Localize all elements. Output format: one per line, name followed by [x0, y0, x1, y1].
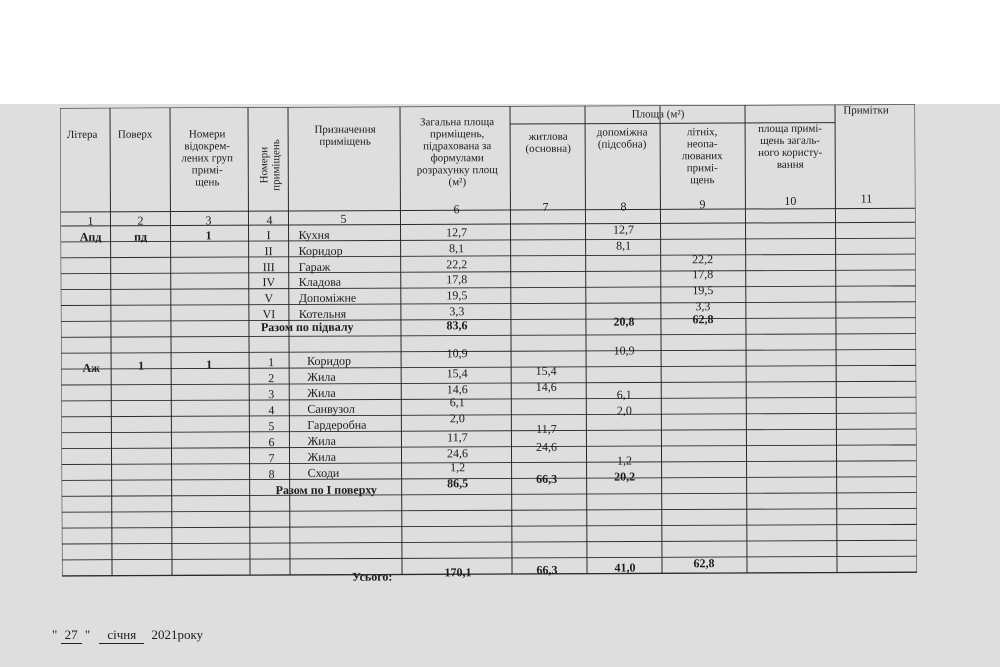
room-summer: 19,5 — [692, 283, 714, 298]
grid-line — [61, 270, 916, 274]
room-name: Коридор — [307, 353, 352, 368]
grid-line — [61, 365, 916, 369]
grid-line — [60, 208, 915, 212]
grid-line — [745, 105, 747, 573]
room-total: 15,4 — [446, 366, 468, 381]
header-living: житлова (основна) — [525, 130, 571, 155]
floor1-litera: Аж — [82, 360, 100, 375]
room-number: V — [264, 291, 274, 306]
grid-line — [585, 106, 587, 574]
grid-line — [835, 105, 837, 573]
room-total: 6,1 — [449, 395, 465, 410]
header-floor: Поверх — [117, 128, 153, 141]
grid-line — [170, 108, 172, 576]
grand-summer: 62,8 — [693, 556, 715, 571]
grid-line — [61, 381, 916, 385]
room-living: 24,6 — [535, 439, 558, 454]
room-name: Коридор — [298, 243, 343, 258]
room-number: 3 — [268, 387, 275, 402]
room-name: Жила — [307, 449, 337, 464]
colnum: 7 — [542, 199, 549, 214]
grid-line — [61, 286, 916, 290]
date-day: 27 — [61, 627, 82, 644]
room-total: 1,2 — [450, 460, 466, 475]
grid-line — [61, 429, 916, 433]
room-name: Жила — [307, 433, 336, 448]
basement-floor: пд — [134, 229, 148, 244]
grid-line — [110, 108, 112, 576]
room-number: III — [262, 260, 275, 275]
grid-line — [62, 477, 917, 481]
grid-line — [61, 349, 916, 353]
room-aux: 6,1 — [616, 387, 632, 402]
floor1-subtotal-label: Разом по І поверху — [275, 482, 377, 498]
colnum: 11 — [860, 191, 873, 206]
date-month: січня — [99, 627, 144, 644]
grid-line — [62, 524, 917, 528]
room-number: VI — [262, 307, 276, 322]
grand-total: 170,1 — [444, 565, 472, 580]
grid-line — [61, 238, 916, 242]
grid-line — [61, 318, 916, 322]
grid-line — [660, 105, 662, 573]
room-name: Кладова — [298, 274, 342, 289]
floor1-subtotal-total: 86,5 — [447, 476, 469, 491]
room-total: 10,9 — [446, 346, 468, 361]
basement-group: 1 — [205, 228, 212, 243]
room-summer: 22,2 — [692, 252, 714, 267]
room-total: 19,5 — [446, 288, 468, 303]
grid-line — [62, 461, 917, 465]
floor1-floor: 1 — [138, 358, 145, 373]
room-aux: 2,0 — [616, 403, 632, 418]
header-litera: Літера — [66, 128, 98, 141]
floor1-subtotal-aux: 20,2 — [614, 469, 636, 484]
room-total: 14,6 — [446, 382, 468, 397]
room-total: 8,1 — [449, 241, 465, 256]
room-number: 5 — [268, 419, 275, 434]
grid-line — [61, 397, 916, 401]
basement-subtotal-aux: 20,8 — [613, 314, 635, 329]
grid-line — [510, 106, 512, 574]
room-number: II — [264, 244, 273, 259]
grand-total-label: Усього: — [352, 569, 393, 584]
room-name: Жила — [307, 385, 336, 400]
basement-litera: Апд — [79, 229, 102, 244]
room-total: 3,3 — [449, 304, 465, 319]
grid-line — [62, 556, 917, 560]
grid-line — [62, 508, 917, 512]
room-summer: 17,8 — [692, 267, 714, 282]
colnum: 6 — [453, 202, 460, 217]
room-number: 8 — [268, 467, 275, 482]
basement-subtotal-total: 83,6 — [446, 318, 468, 333]
room-name: Гардеробна — [307, 417, 367, 432]
room-total: 12,7 — [446, 225, 468, 240]
room-name: Сходи — [307, 465, 340, 480]
grid-line — [400, 107, 402, 575]
room-number: 2 — [268, 371, 275, 386]
room-total: 22,2 — [446, 257, 468, 272]
room-name: Допоміжне — [298, 290, 357, 305]
room-number: 6 — [268, 435, 275, 450]
room-total: 11,7 — [447, 430, 468, 445]
header-area: Площа (м²) — [631, 108, 685, 121]
room-number: 1 — [268, 355, 275, 370]
grid-line — [62, 493, 917, 497]
room-name: Санвузол — [307, 401, 355, 416]
grid-line — [62, 540, 917, 544]
colnum: 5 — [340, 211, 347, 226]
room-number: IV — [262, 275, 276, 290]
grid-line — [61, 445, 916, 449]
room-summer: 3,3 — [695, 299, 711, 314]
room-name: Жила — [307, 369, 336, 384]
header-auxiliary: допоміжна (підсобна) — [596, 126, 648, 151]
room-number: 7 — [268, 451, 275, 466]
room-aux: 1,2 — [617, 453, 633, 468]
header-common: площа примі- щень загаль- ного користу- вання — [758, 122, 823, 171]
colnum: 10 — [784, 193, 797, 208]
grid-line — [61, 222, 916, 226]
room-aux: 12,7 — [613, 222, 635, 237]
colnum: 2 — [137, 213, 144, 228]
room-living: 11,7 — [536, 421, 557, 436]
header-groups: Номери відокрем- лених груп примі- щень — [181, 128, 234, 189]
floor1-subtotal-living: 66,3 — [536, 471, 558, 486]
header-purpose: Призначення приміщень — [314, 123, 376, 148]
room-total: 24,6 — [446, 446, 469, 461]
room-number: 4 — [268, 403, 275, 418]
date-quote-open: " — [52, 627, 58, 642]
grid-line — [61, 334, 916, 338]
room-living: 14,6 — [535, 379, 557, 394]
room-name: Кухня — [298, 227, 330, 242]
grid-line — [288, 107, 290, 575]
floor1-group: 1 — [206, 357, 213, 372]
grid-line — [248, 107, 250, 575]
room-name: Гараж — [298, 259, 331, 274]
colnum: 9 — [699, 197, 706, 212]
grand-living: 66,3 — [536, 562, 558, 577]
room-living: 15,4 — [535, 363, 557, 378]
explication-table — [60, 104, 917, 588]
colnum: 3 — [205, 213, 212, 228]
basement-subtotal-label: Разом по підвалу — [260, 319, 354, 335]
header-notes: Примітки — [843, 104, 889, 117]
room-total: 2,0 — [449, 411, 465, 426]
grid-line — [61, 413, 916, 417]
grid-line — [61, 302, 916, 306]
colnum: 4 — [266, 213, 273, 228]
grid-line — [62, 572, 917, 576]
document-date — [52, 627, 203, 644]
room-number: I — [266, 228, 271, 243]
header-summer: літніх, неопа- люваних примі- щень — [681, 126, 723, 187]
grid-line — [61, 254, 916, 258]
colnum: 1 — [87, 213, 94, 228]
colnum: 8 — [620, 199, 627, 214]
room-total: 17,8 — [446, 272, 468, 287]
header-room-numbers: Номери приміщень — [258, 139, 283, 191]
basement-subtotal-summer: 62,8 — [692, 312, 714, 327]
date-quote-close: " — [84, 627, 91, 642]
room-name: Котельня — [298, 306, 347, 321]
grand-aux: 41,0 — [614, 560, 636, 575]
date-year: 2021року — [151, 627, 204, 642]
room-aux: 10,9 — [613, 343, 635, 358]
room-aux: 8,1 — [616, 238, 632, 253]
header-total-area: Загальна площа приміщень, підрахована за формулами розрахунку площ (м²) — [416, 116, 498, 189]
